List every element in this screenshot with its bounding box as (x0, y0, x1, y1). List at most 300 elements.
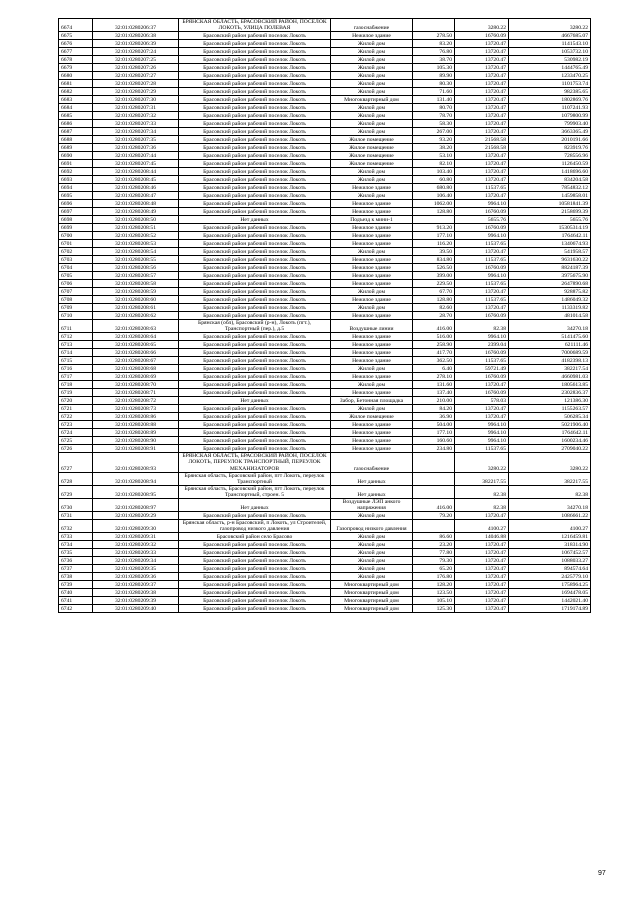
area-cell: 80.30 (413, 80, 455, 88)
area-cell: 125.30 (413, 605, 455, 613)
cadastral-value-cell: 382217.54 (509, 365, 591, 373)
address-cell: Брасовский район рабочий поселок Локоть (179, 381, 331, 389)
specific-value-cell: 16760.09 (455, 312, 509, 320)
cadastral-value-cell: 1719174.89 (509, 605, 591, 613)
cadastral-value-cell: 1101753.74 (509, 80, 591, 88)
row-number-cell: 6709 (59, 304, 93, 312)
cadastral-number-cell: 32:01:0280209:34 (93, 557, 179, 565)
cadastral-value-cell: 5021906.40 (509, 421, 591, 429)
specific-value-cell: 21568.58 (455, 136, 509, 144)
cadastral-value-cell: 4100.27 (509, 520, 591, 533)
specific-value-cell: 82.38 (455, 485, 509, 498)
object-type-cell: Забор, Бетонная площадка (331, 397, 413, 405)
area-cell: 89.90 (413, 72, 455, 80)
address-cell: Брасовский район рабочий поселок Локоть (179, 445, 331, 453)
cadastral-value-cell: 4660981.03 (509, 373, 591, 381)
row-number-cell: 6711 (59, 320, 93, 333)
area-cell: 84.20 (413, 405, 455, 413)
row-number-cell: 6689 (59, 144, 93, 152)
object-type-cell: Жилой дом (331, 573, 413, 581)
cadastral-number-cell: 32:01:0280208:67 (93, 357, 179, 365)
table-row (59, 152, 591, 160)
specific-value-cell: 11537.65 (455, 256, 509, 264)
table-row (59, 208, 591, 216)
address-cell: Брасовский район рабочий поселок Локоть (179, 549, 331, 557)
area-cell (413, 216, 455, 224)
cadastral-number-cell: 32:01:0280207:35 (93, 136, 179, 144)
table-row (59, 597, 591, 605)
cadastral-value-cell: 834204.58 (509, 176, 591, 184)
cadastral-value-cell: 1805613.85 (509, 381, 591, 389)
table-row (59, 88, 591, 96)
cadastral-number-cell: 32:01:0280208:61 (93, 304, 179, 312)
specific-value-cell: 9964.10 (455, 333, 509, 341)
cadastral-value-cell: 1418696.60 (509, 168, 591, 176)
specific-value-cell: 11537.65 (455, 184, 509, 192)
specific-value-cell: 13720.47 (455, 40, 509, 48)
area-cell: 36.90 (413, 413, 455, 421)
cadastral-number-cell: 32:01:0280206:38 (93, 32, 179, 40)
row-number-cell: 6688 (59, 136, 93, 144)
cadastral-number-cell: 32:01:0280208:89 (93, 429, 179, 437)
area-cell: 28.70 (413, 312, 455, 320)
cadastral-number-cell: 32:01:0280207:24 (93, 48, 179, 56)
row-number-cell: 6680 (59, 72, 93, 80)
specific-value-cell: 13720.47 (455, 512, 509, 520)
row-number-cell: 6675 (59, 32, 93, 40)
object-type-cell: Жилой дом (331, 64, 413, 72)
cadastral-value-cell: 823919.76 (509, 144, 591, 152)
object-type-cell: Нет данных (331, 485, 413, 498)
table-row (59, 520, 591, 533)
row-number-cell: 6735 (59, 549, 93, 557)
table-row (59, 421, 591, 429)
row-number-cell: 6678 (59, 56, 93, 64)
area-cell: 131.60 (413, 381, 455, 389)
table-row (59, 429, 591, 437)
row-number-cell: 6721 (59, 405, 93, 413)
address-cell: Брянская (обл), Брасовский (р-н), Локоть (пгт.), Транспортный (пер.), д.5 (179, 320, 331, 333)
object-type-cell: газоснабжение (331, 19, 413, 32)
table-row (59, 605, 591, 613)
cadastral-value-cell: 3280.22 (509, 19, 591, 32)
table-row (59, 333, 591, 341)
row-number-cell: 6725 (59, 437, 93, 445)
cadastral-value-cell: 1155263.57 (509, 405, 591, 413)
cadastral-number-cell: 32:01:0280208:71 (93, 389, 179, 397)
area-cell: 362.50 (413, 357, 455, 365)
cadastral-number-cell: 32:01:0280208:62 (93, 312, 179, 320)
object-type-cell: Многоквартирный дом (331, 96, 413, 104)
object-type-cell: Жилой дом (331, 120, 413, 128)
address-cell: Брасовский район рабочий поселок Локоть (179, 413, 331, 421)
cadastral-number-cell: 32:01:0280208:65 (93, 341, 179, 349)
object-type-cell: Жилой дом (331, 104, 413, 112)
object-type-cell: Жилой дом (331, 88, 413, 96)
cadastral-value-cell: 1126450.59 (509, 160, 591, 168)
object-type-cell: Жилое помещение (331, 152, 413, 160)
cadastral-number-cell: 32:01:0280208:46 (93, 184, 179, 192)
cadastral-number-cell: 32:01:0280207:33 (93, 120, 179, 128)
table-row (59, 72, 591, 80)
address-cell: Брасовский район рабочий поселок Локоть (179, 373, 331, 381)
address-cell: Брасовский район рабочий поселок Локоть (179, 88, 331, 96)
area-cell: 913.20 (413, 224, 455, 232)
cadastral-value-cell: 1486049.32 (509, 296, 591, 304)
table-row (59, 112, 591, 120)
table-row (59, 184, 591, 192)
address-cell: Брасовский район рабочий поселок Локоть (179, 144, 331, 152)
row-number-cell: 6705 (59, 272, 93, 280)
area-cell: 58.30 (413, 120, 455, 128)
area-cell: 234.80 (413, 445, 455, 453)
row-number-cell: 6684 (59, 104, 93, 112)
object-type-cell: Жилой дом (331, 405, 413, 413)
area-cell (413, 520, 455, 533)
area-cell: 210.00 (413, 397, 455, 405)
cadastral-value-cell: 318314.90 (509, 541, 591, 549)
table-row (59, 472, 591, 485)
area-cell: 267.00 (413, 128, 455, 136)
address-cell: Брасовский район рабочий поселок Локоть (179, 288, 331, 296)
cadastral-value-cell: 1216459.81 (509, 533, 591, 541)
object-type-cell: Жилой дом (331, 557, 413, 565)
address-cell: БРЯНСКАЯ ОБЛАСТЬ, БРАСОВСКИЙ РАЙОН, ПОСЁЛОК ЛОКОТЬ, УЛИЦА ПОЛЕВАЯ (179, 19, 331, 32)
object-type-cell: Жилой дом (331, 541, 413, 549)
area-cell: 78.70 (413, 112, 455, 120)
row-number-cell: 6681 (59, 80, 93, 88)
address-cell: Брасовский район рабочий поселок Локоть (179, 224, 331, 232)
specific-value-cell: 13720.47 (455, 605, 509, 613)
specific-value-cell: 13720.47 (455, 597, 509, 605)
row-number-cell: 6685 (59, 112, 93, 120)
cadastral-number-cell: 32:01:0280207:34 (93, 128, 179, 136)
address-cell: Брасовский район рабочий поселок Локоть (179, 357, 331, 365)
object-type-cell: Нежилое здание (331, 445, 413, 453)
table-row (59, 357, 591, 365)
table-row (59, 296, 591, 304)
row-number-cell: 6700 (59, 232, 93, 240)
cadastral-value-cell: 506285.34 (509, 413, 591, 421)
area-cell: 67.70 (413, 288, 455, 296)
cadastral-number-cell: 32:01:0280208:63 (93, 320, 179, 333)
area-cell: 137.40 (413, 389, 455, 397)
area-cell: 278.50 (413, 32, 455, 40)
table-row (59, 48, 591, 56)
area-cell: 23.20 (413, 541, 455, 549)
specific-value-cell: 13720.47 (455, 112, 509, 120)
table-row (59, 453, 591, 472)
area-cell: 417.70 (413, 349, 455, 357)
object-type-cell: Жилой дом (331, 288, 413, 296)
specific-value-cell: 13720.47 (455, 581, 509, 589)
row-number-cell: 6737 (59, 565, 93, 573)
table-row (59, 304, 591, 312)
cadastral-number-cell: 32:01:0280209:32 (93, 541, 179, 549)
cadastral-value-cell: 982385.65 (509, 88, 591, 96)
address-cell: Брасовский район рабочий поселок Локоть (179, 256, 331, 264)
cadastral-number-cell: 32:01:0280207:27 (93, 72, 179, 80)
table-row (59, 485, 591, 498)
cadastral-number-cell: 32:01:0280208:59 (93, 288, 179, 296)
cadastral-number-cell: 32:01:0280208:66 (93, 349, 179, 357)
table-row (59, 240, 591, 248)
specific-value-cell: 13720.47 (455, 88, 509, 96)
specific-value-cell: 13720.47 (455, 565, 509, 573)
cadastral-number-cell: 32:01:0280208:58 (93, 280, 179, 288)
object-type-cell: Нежилое здание (331, 232, 413, 240)
table-row (59, 312, 591, 320)
object-type-cell: Нежилое здание (331, 333, 413, 341)
object-type-cell: Нежилое здание (331, 32, 413, 40)
specific-value-cell: 13720.47 (455, 104, 509, 112)
object-type-cell: Нежилое здание (331, 389, 413, 397)
object-type-cell: Жилой дом (331, 112, 413, 120)
specific-value-cell: 11537.65 (455, 357, 509, 365)
specific-value-cell: 13720.47 (455, 573, 509, 581)
cadastral-number-cell: 32:01:0280207:36 (93, 144, 179, 152)
cadastral-value-cell: 3280.22 (509, 453, 591, 472)
table-row (59, 104, 591, 112)
area-cell: 38.20 (413, 144, 455, 152)
address-cell: Брасовский район рабочий поселок Локоть (179, 48, 331, 56)
row-number-cell: 6724 (59, 429, 93, 437)
specific-value-cell: 13720.47 (455, 549, 509, 557)
specific-value-cell: 9964.10 (455, 429, 509, 437)
specific-value-cell: 3280.22 (455, 453, 509, 472)
row-number-cell: 6677 (59, 48, 93, 56)
table-row (59, 56, 591, 64)
specific-value-cell: 2399.04 (455, 341, 509, 349)
cadastral-value-cell: 894574.64 (509, 565, 591, 573)
specific-value-cell: 13720.47 (455, 405, 509, 413)
specific-value-cell: 13720.47 (455, 192, 509, 200)
row-number-cell: 6698 (59, 216, 93, 224)
address-cell: Брасовский район рабочий поселок Локоть (179, 264, 331, 272)
cadastral-number-cell: 32:01:0280207:45 (93, 160, 179, 168)
cadastral-number-cell: 32:01:0280209:31 (93, 533, 179, 541)
table-row (59, 96, 591, 104)
area-cell: 128.20 (413, 581, 455, 589)
object-type-cell: Нежилое здание (331, 312, 413, 320)
specific-value-cell: 16760.09 (455, 264, 509, 272)
area-cell: 80.70 (413, 104, 455, 112)
row-number-cell: 6674 (59, 19, 93, 32)
object-type-cell: Жилой дом (331, 565, 413, 573)
table-row (59, 32, 591, 40)
object-type-cell: Нежилое здание (331, 296, 413, 304)
row-number-cell: 6691 (59, 160, 93, 168)
table-row (59, 445, 591, 453)
specific-value-cell: 13720.47 (455, 557, 509, 565)
object-type-cell: Подъезд к мини-1 (331, 216, 413, 224)
area-cell: 77.80 (413, 549, 455, 557)
object-type-cell: Нежилое здание (331, 272, 413, 280)
cadastral-number-cell: 32:01:0280207:26 (93, 64, 179, 72)
object-type-cell: Жилой дом (331, 533, 413, 541)
address-cell: Брасовский район рабочий поселок Локоть (179, 389, 331, 397)
area-cell: 177.10 (413, 429, 455, 437)
cadastral-number-cell: 32:01:0280206:37 (93, 19, 179, 32)
cadastral-value-cell: 382217.55 (509, 472, 591, 485)
object-type-cell: Нежилое здание (331, 349, 413, 357)
cadastral-value-cell: 1444765.49 (509, 64, 591, 72)
specific-value-cell: 578.03 (455, 397, 509, 405)
cadastral-number-cell: 32:01:0280208:90 (93, 437, 179, 445)
cadastral-number-cell: 32:01:0280209:38 (93, 589, 179, 597)
area-cell: 83.20 (413, 40, 455, 48)
cadastral-value-cell: 3975675.90 (509, 272, 591, 280)
address-cell: Брасовский район рабочий поселок Локоть (179, 589, 331, 597)
area-cell: 278.10 (413, 373, 455, 381)
specific-value-cell: 13720.47 (455, 64, 509, 72)
cadastral-value-cell: 1764642.11 (509, 232, 591, 240)
row-number-cell: 6692 (59, 168, 93, 176)
address-cell: Брасовский район рабочий поселок Локоть (179, 405, 331, 413)
object-type-cell: Жилой дом (331, 365, 413, 373)
object-type-cell: Жилой дом (331, 128, 413, 136)
object-type-cell: Жилой дом (331, 168, 413, 176)
object-type-cell: Нежилое здание (331, 429, 413, 437)
cadastral-value-cell: 7000689.59 (509, 349, 591, 357)
address-cell: Брасовский район рабочий поселок Локоть (179, 248, 331, 256)
area-cell: 65.20 (413, 565, 455, 573)
area-cell: 131.40 (413, 96, 455, 104)
address-cell: Брасовский район рабочий поселок Локоть (179, 512, 331, 520)
cadastral-number-cell: 32:01:0280208:73 (93, 405, 179, 413)
area-cell: 399.00 (413, 272, 455, 280)
object-type-cell: Нежилое здание (331, 280, 413, 288)
cadastral-number-cell: 32:01:0280209:30 (93, 520, 179, 533)
cadastral-value-cell: 1107241.93 (509, 104, 591, 112)
address-cell: Брасовский район рабочий поселок Локоть (179, 200, 331, 208)
address-cell: Брасовский район рабочий поселок Локоть (179, 120, 331, 128)
row-number-cell: 6679 (59, 64, 93, 72)
table-row (59, 565, 591, 573)
row-number-cell: 6719 (59, 389, 93, 397)
area-cell (413, 19, 455, 32)
cadastral-number-cell: 32:01:0280209:33 (93, 549, 179, 557)
table-row (59, 160, 591, 168)
row-number-cell: 6708 (59, 296, 93, 304)
address-cell: Брасовский район рабочий поселок Локоть (179, 365, 331, 373)
table-row (59, 365, 591, 373)
specific-value-cell: 13720.47 (455, 96, 509, 104)
row-number-cell: 6699 (59, 224, 93, 232)
address-cell: Брасовский район рабочий поселок Локоть (179, 272, 331, 280)
specific-value-cell: 4100.27 (455, 520, 509, 533)
cadastral-number-cell: 32:01:0280209:29 (93, 512, 179, 520)
cadastral-value-cell: 1340674.93 (509, 240, 591, 248)
cadastral-number-cell: 32:01:0280209:39 (93, 597, 179, 605)
object-type-cell: Многоквартирный дом (331, 589, 413, 597)
specific-value-cell: 13720.47 (455, 152, 509, 160)
cadastral-number-cell: 32:01:0280207:32 (93, 112, 179, 120)
area-cell: 416.00 (413, 499, 455, 512)
cadastral-number-cell: 32:01:0280209:40 (93, 605, 179, 613)
row-number-cell: 6704 (59, 264, 93, 272)
row-number-cell: 6701 (59, 240, 93, 248)
address-cell: Брасовский район рабочий поселок Локоть (179, 304, 331, 312)
cadastral-number-cell: 32:01:0280208:44 (93, 168, 179, 176)
cadastral-number-cell: 32:01:0280208:94 (93, 472, 179, 485)
address-cell: Брасовский район рабочий поселок Локоть (179, 192, 331, 200)
object-type-cell: Многоквартирный дом (331, 605, 413, 613)
object-type-cell: Нежилое здание (331, 224, 413, 232)
table-row (59, 541, 591, 549)
object-type-cell: Газопровод низкого давления (331, 520, 413, 533)
cadastral-number-cell: 32:01:0280208:45 (93, 176, 179, 184)
cadastral-number-cell: 32:01:0280208:50 (93, 216, 179, 224)
cadastral-value-cell: 4667685.07 (509, 32, 591, 40)
address-cell: Брасовский район рабочий поселок Локоть (179, 160, 331, 168)
area-cell (413, 472, 455, 485)
cadastral-value-cell: 1233470.25 (509, 72, 591, 80)
area-cell: 106.40 (413, 192, 455, 200)
specific-value-cell: 13720.47 (455, 248, 509, 256)
cadastral-number-cell: 32:01:0280207:31 (93, 104, 179, 112)
row-number-cell: 6740 (59, 589, 93, 597)
object-type-cell: Нежилое здание (331, 421, 413, 429)
table-row (59, 405, 591, 413)
cadastral-number-cell: 32:01:0280208:68 (93, 365, 179, 373)
table-row (59, 176, 591, 184)
area-cell: 258.90 (413, 341, 455, 349)
address-cell: Брасовский район рабочий поселок Локоть (179, 152, 331, 160)
row-number-cell: 6739 (59, 581, 93, 589)
table-row (59, 589, 591, 597)
specific-value-cell: 3280.22 (455, 19, 509, 32)
area-cell: 229.50 (413, 280, 455, 288)
cadastral-value-cell: 1086661.22 (509, 512, 591, 520)
address-cell: Брасовский район рабочий поселок Локоть (179, 296, 331, 304)
table-row (59, 80, 591, 88)
address-cell: Брасовский район рабочий поселок Локоть (179, 341, 331, 349)
object-type-cell: Жилое помещение (331, 413, 413, 421)
address-cell: Брянская область, Брасовский район, пгт Локоть, переулок Транспортный, строен. 5 (179, 485, 331, 498)
object-type-cell: Жилой дом (331, 80, 413, 88)
address-cell: Брасовский район рабочий поселок Локоть (179, 136, 331, 144)
cadastral-value-cell: 728556.96 (509, 152, 591, 160)
specific-value-cell: 11537.65 (455, 296, 509, 304)
specific-value-cell: 16760.09 (455, 349, 509, 357)
specific-value-cell: 13720.47 (455, 589, 509, 597)
area-cell: 680.80 (413, 184, 455, 192)
specific-value-cell: 13720.47 (455, 288, 509, 296)
row-number-cell: 6720 (59, 397, 93, 405)
cadastral-number-cell: 32:01:0280206:39 (93, 40, 179, 48)
table-row (59, 499, 591, 512)
cadastral-number-cell: 32:01:0280208:95 (93, 485, 179, 498)
address-cell: Брасовский район рабочий поселок Локоть (179, 208, 331, 216)
table-row (59, 64, 591, 72)
address-cell: Брасовский район рабочий поселок Локоть (179, 581, 331, 589)
object-type-cell: Жилое помещение (331, 136, 413, 144)
specific-value-cell: 382217.55 (455, 472, 509, 485)
cadastral-value-cell: 541958.57 (509, 248, 591, 256)
row-number-cell: 6727 (59, 453, 93, 472)
address-cell: Брасовский район рабочий поселок Локоть (179, 80, 331, 88)
object-type-cell: Многоквартирный дом (331, 581, 413, 589)
area-cell: 416.00 (413, 320, 455, 333)
specific-value-cell: 16760.09 (455, 373, 509, 381)
row-number-cell: 6718 (59, 381, 93, 389)
address-cell: Брасовский район рабочий поселок Локоть (179, 573, 331, 581)
area-cell: 79.30 (413, 557, 455, 565)
table-body (59, 19, 591, 613)
object-type-cell: Жилой дом (331, 512, 413, 520)
cadastral-value-cell: 1141543.10 (509, 40, 591, 48)
